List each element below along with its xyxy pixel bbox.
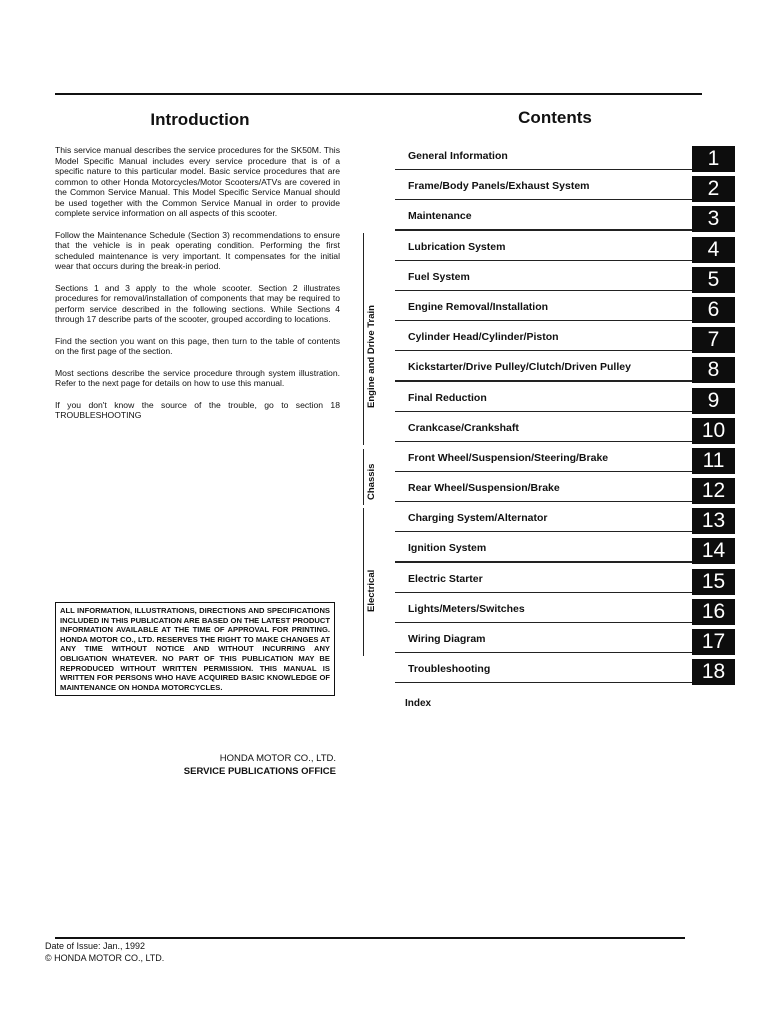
section-number-tab[interactable]: 5 bbox=[692, 267, 735, 293]
intro-paragraph: Most sections describe the service procedure through system illustration. Refer to the next page for details on how to use this manual. bbox=[55, 367, 340, 388]
toc-underline bbox=[395, 411, 693, 412]
toc-section-title[interactable]: Wiring Diagram bbox=[408, 633, 486, 645]
legal-notice-box: ALL INFORMATION, ILLUSTRATIONS, DIRECTIONS AND SPECIFICATIONS INCLUDED IN THIS PUBLICATION ARE BASED ON THE LATEST PRODUCT INFORMATION AVAILABLE AT THE TIME OF APPROVAL FOR PRINTING. HONDA MOTOR CO., LTD. RESERVES THE RIGHT TO MAKE CHANGES AT ANY TIME WITHOUT NOTICE AND WITHOUT INCURRING ANY OBLIGATION WHATEVER. NO PART OF THIS PUBLICATION MAY BE REPRODUCED WITHOUT WRITTEN PERMISSION. THIS MANUAL IS WRITTEN FOR PERSONS WHO HAVE ACQUIRED BASIC KNOWLEDGE OF MAINTENANCE ON HONDA MOTORCYCLES. bbox=[55, 602, 335, 696]
intro-paragraph: Find the section you want on this page, then turn to the table of contents on the first page of the section. bbox=[55, 335, 340, 356]
toc-row[interactable] bbox=[385, 626, 735, 656]
section-number-tab[interactable]: 17 bbox=[692, 629, 735, 655]
toc-underline bbox=[395, 260, 693, 261]
toc-section-title[interactable]: Troubleshooting bbox=[408, 663, 491, 676]
toc-row[interactable] bbox=[385, 505, 735, 535]
section-number-tab[interactable]: 7 bbox=[692, 327, 735, 353]
section-number-tab[interactable]: 18 bbox=[692, 659, 735, 685]
publications-office: SERVICE PUBLICATIONS OFFICE bbox=[183, 766, 336, 777]
toc-section-title[interactable]: Crankcase/Crankshaft bbox=[408, 421, 519, 434]
introduction-heading: Introduction bbox=[150, 110, 250, 129]
toc-section-title[interactable]: Frame/Body Panels/Exhaust System bbox=[408, 180, 590, 193]
contents-heading: Contents bbox=[518, 108, 592, 127]
toc-row[interactable] bbox=[385, 143, 735, 173]
toc-section-title[interactable]: Cylinder Head/Cylinder/Piston bbox=[408, 331, 559, 344]
introduction-body bbox=[55, 145, 340, 432]
intro-paragraph: If you don't know the source of the trouble, go to section 18 TROUBLESHOOTING bbox=[55, 399, 340, 420]
toc-section-title[interactable]: Maintenance bbox=[408, 210, 472, 223]
toc-underline bbox=[395, 592, 693, 593]
electrical-group-bracket bbox=[363, 508, 364, 656]
toc-underline bbox=[395, 441, 693, 442]
section-number-tab[interactable]: 3 bbox=[692, 206, 735, 232]
section-number-tab[interactable]: 8 bbox=[692, 357, 735, 383]
section-number-tab[interactable]: 12 bbox=[692, 478, 735, 504]
intro-paragraph: This service manual describes the service procedures for the SK50M. This Model Specific Manual includes every service procedure that is of a specific nature to this particular model. Basic service procedures that are common to other Honda Motorcycles/Motor Scooters/ATVs are covered in the Common Service Manual. This Model Specific Service Manual should be used together with the Common Service Manual in order to provide complete service information on all aspects of this scooter. bbox=[55, 145, 340, 218]
top-rule bbox=[55, 93, 702, 95]
company-name: HONDA MOTOR CO., LTD. bbox=[219, 753, 336, 764]
toc-section-title[interactable]: Rear Wheel/Suspension/Brake bbox=[408, 482, 560, 495]
toc-row[interactable] bbox=[385, 656, 735, 686]
toc-underline bbox=[395, 682, 693, 683]
toc-section-title[interactable]: Front Wheel/Suspension/Steering/Brake bbox=[408, 451, 609, 464]
toc-underline bbox=[395, 501, 693, 502]
toc-section-title[interactable]: Lubrication System bbox=[408, 240, 506, 253]
engine-group-bracket bbox=[363, 233, 364, 445]
section-number-tab[interactable]: 10 bbox=[692, 418, 735, 444]
toc-row[interactable] bbox=[385, 566, 735, 596]
section-number-tab[interactable]: 2 bbox=[692, 176, 735, 202]
section-number-tab[interactable]: 11 bbox=[692, 448, 735, 474]
intro-paragraph: Follow the Maintenance Schedule (Section 3) recommendations to ensure that the vehicle is in peak operating condition. Performing the first scheduled maintenance is very important. It compensates for the initial wear that occurs during the break-in period. bbox=[55, 229, 340, 271]
toc-section-title[interactable]: Electric Starter bbox=[408, 572, 483, 585]
section-number-tab[interactable]: 9 bbox=[692, 388, 735, 414]
toc-section-title[interactable]: Lights/Meters/Switches bbox=[408, 602, 525, 615]
toc-row[interactable] bbox=[385, 324, 735, 354]
toc-underline bbox=[395, 561, 693, 562]
electrical-group-label: Electrical bbox=[366, 569, 377, 612]
toc-section-title[interactable]: General Information bbox=[408, 150, 508, 162]
issue-date: Date of Issue: Jan., 1992 bbox=[45, 941, 146, 951]
engine-group-label: Engine and Drive Train bbox=[366, 305, 377, 408]
toc-section-title[interactable]: Final Reduction bbox=[408, 391, 487, 404]
toc-row[interactable] bbox=[385, 415, 735, 445]
toc-underline bbox=[395, 652, 693, 653]
toc-row[interactable] bbox=[385, 294, 735, 324]
toc-underline bbox=[395, 290, 693, 291]
toc-underline bbox=[395, 169, 693, 170]
table-of-contents bbox=[385, 143, 735, 686]
section-number-tab[interactable]: 6 bbox=[692, 297, 735, 323]
section-number-tab[interactable]: 1 bbox=[692, 146, 735, 172]
section-number-tab[interactable]: 14 bbox=[692, 538, 735, 564]
toc-section-title[interactable]: Engine Removal/Installation bbox=[408, 300, 549, 313]
toc-underline bbox=[395, 229, 693, 230]
toc-row[interactable] bbox=[385, 385, 735, 415]
toc-section-title[interactable]: Charging System/Alternator bbox=[408, 512, 548, 525]
toc-underline bbox=[395, 199, 693, 200]
section-number-tab[interactable]: 15 bbox=[692, 569, 735, 595]
toc-underline bbox=[395, 622, 693, 623]
toc-section-title[interactable]: Kickstarter/Drive Pulley/Clutch/Driven Pulley bbox=[408, 361, 631, 374]
toc-row[interactable] bbox=[385, 445, 735, 475]
publisher-block bbox=[55, 752, 336, 778]
intro-paragraph: Sections 1 and 3 apply to the whole scooter. Section 2 illustrates procedures for removal/installation of components that may be required to perform service described in the following sections. While Sections 4 through 17 describe parts of the scooter, grouped according to locations. bbox=[55, 282, 340, 324]
toc-row[interactable] bbox=[385, 596, 735, 626]
toc-section-title[interactable]: Ignition System bbox=[408, 542, 487, 555]
section-number-tab[interactable]: 16 bbox=[692, 599, 735, 625]
toc-underline bbox=[395, 471, 693, 472]
chassis-group-bracket bbox=[363, 449, 364, 505]
toc-underline bbox=[395, 531, 693, 532]
toc-row[interactable] bbox=[385, 173, 735, 203]
toc-underline bbox=[395, 320, 693, 321]
section-number-tab[interactable]: 4 bbox=[692, 237, 735, 263]
toc-row[interactable] bbox=[385, 234, 735, 264]
toc-row[interactable] bbox=[385, 203, 735, 233]
chassis-group-label: Chassis bbox=[366, 463, 377, 500]
toc-row[interactable] bbox=[385, 264, 735, 294]
toc-row[interactable] bbox=[385, 354, 735, 384]
footer bbox=[45, 940, 164, 964]
toc-section-title[interactable]: Fuel System bbox=[408, 270, 470, 283]
toc-row[interactable] bbox=[385, 535, 735, 565]
toc-row[interactable] bbox=[385, 475, 735, 505]
toc-underline bbox=[395, 380, 693, 381]
section-number-tab[interactable]: 13 bbox=[692, 508, 735, 534]
copyright: © HONDA MOTOR CO., LTD. bbox=[45, 953, 165, 963]
bottom-rule bbox=[55, 937, 685, 939]
toc-underline bbox=[395, 350, 693, 351]
index-link[interactable]: Index bbox=[405, 698, 432, 709]
